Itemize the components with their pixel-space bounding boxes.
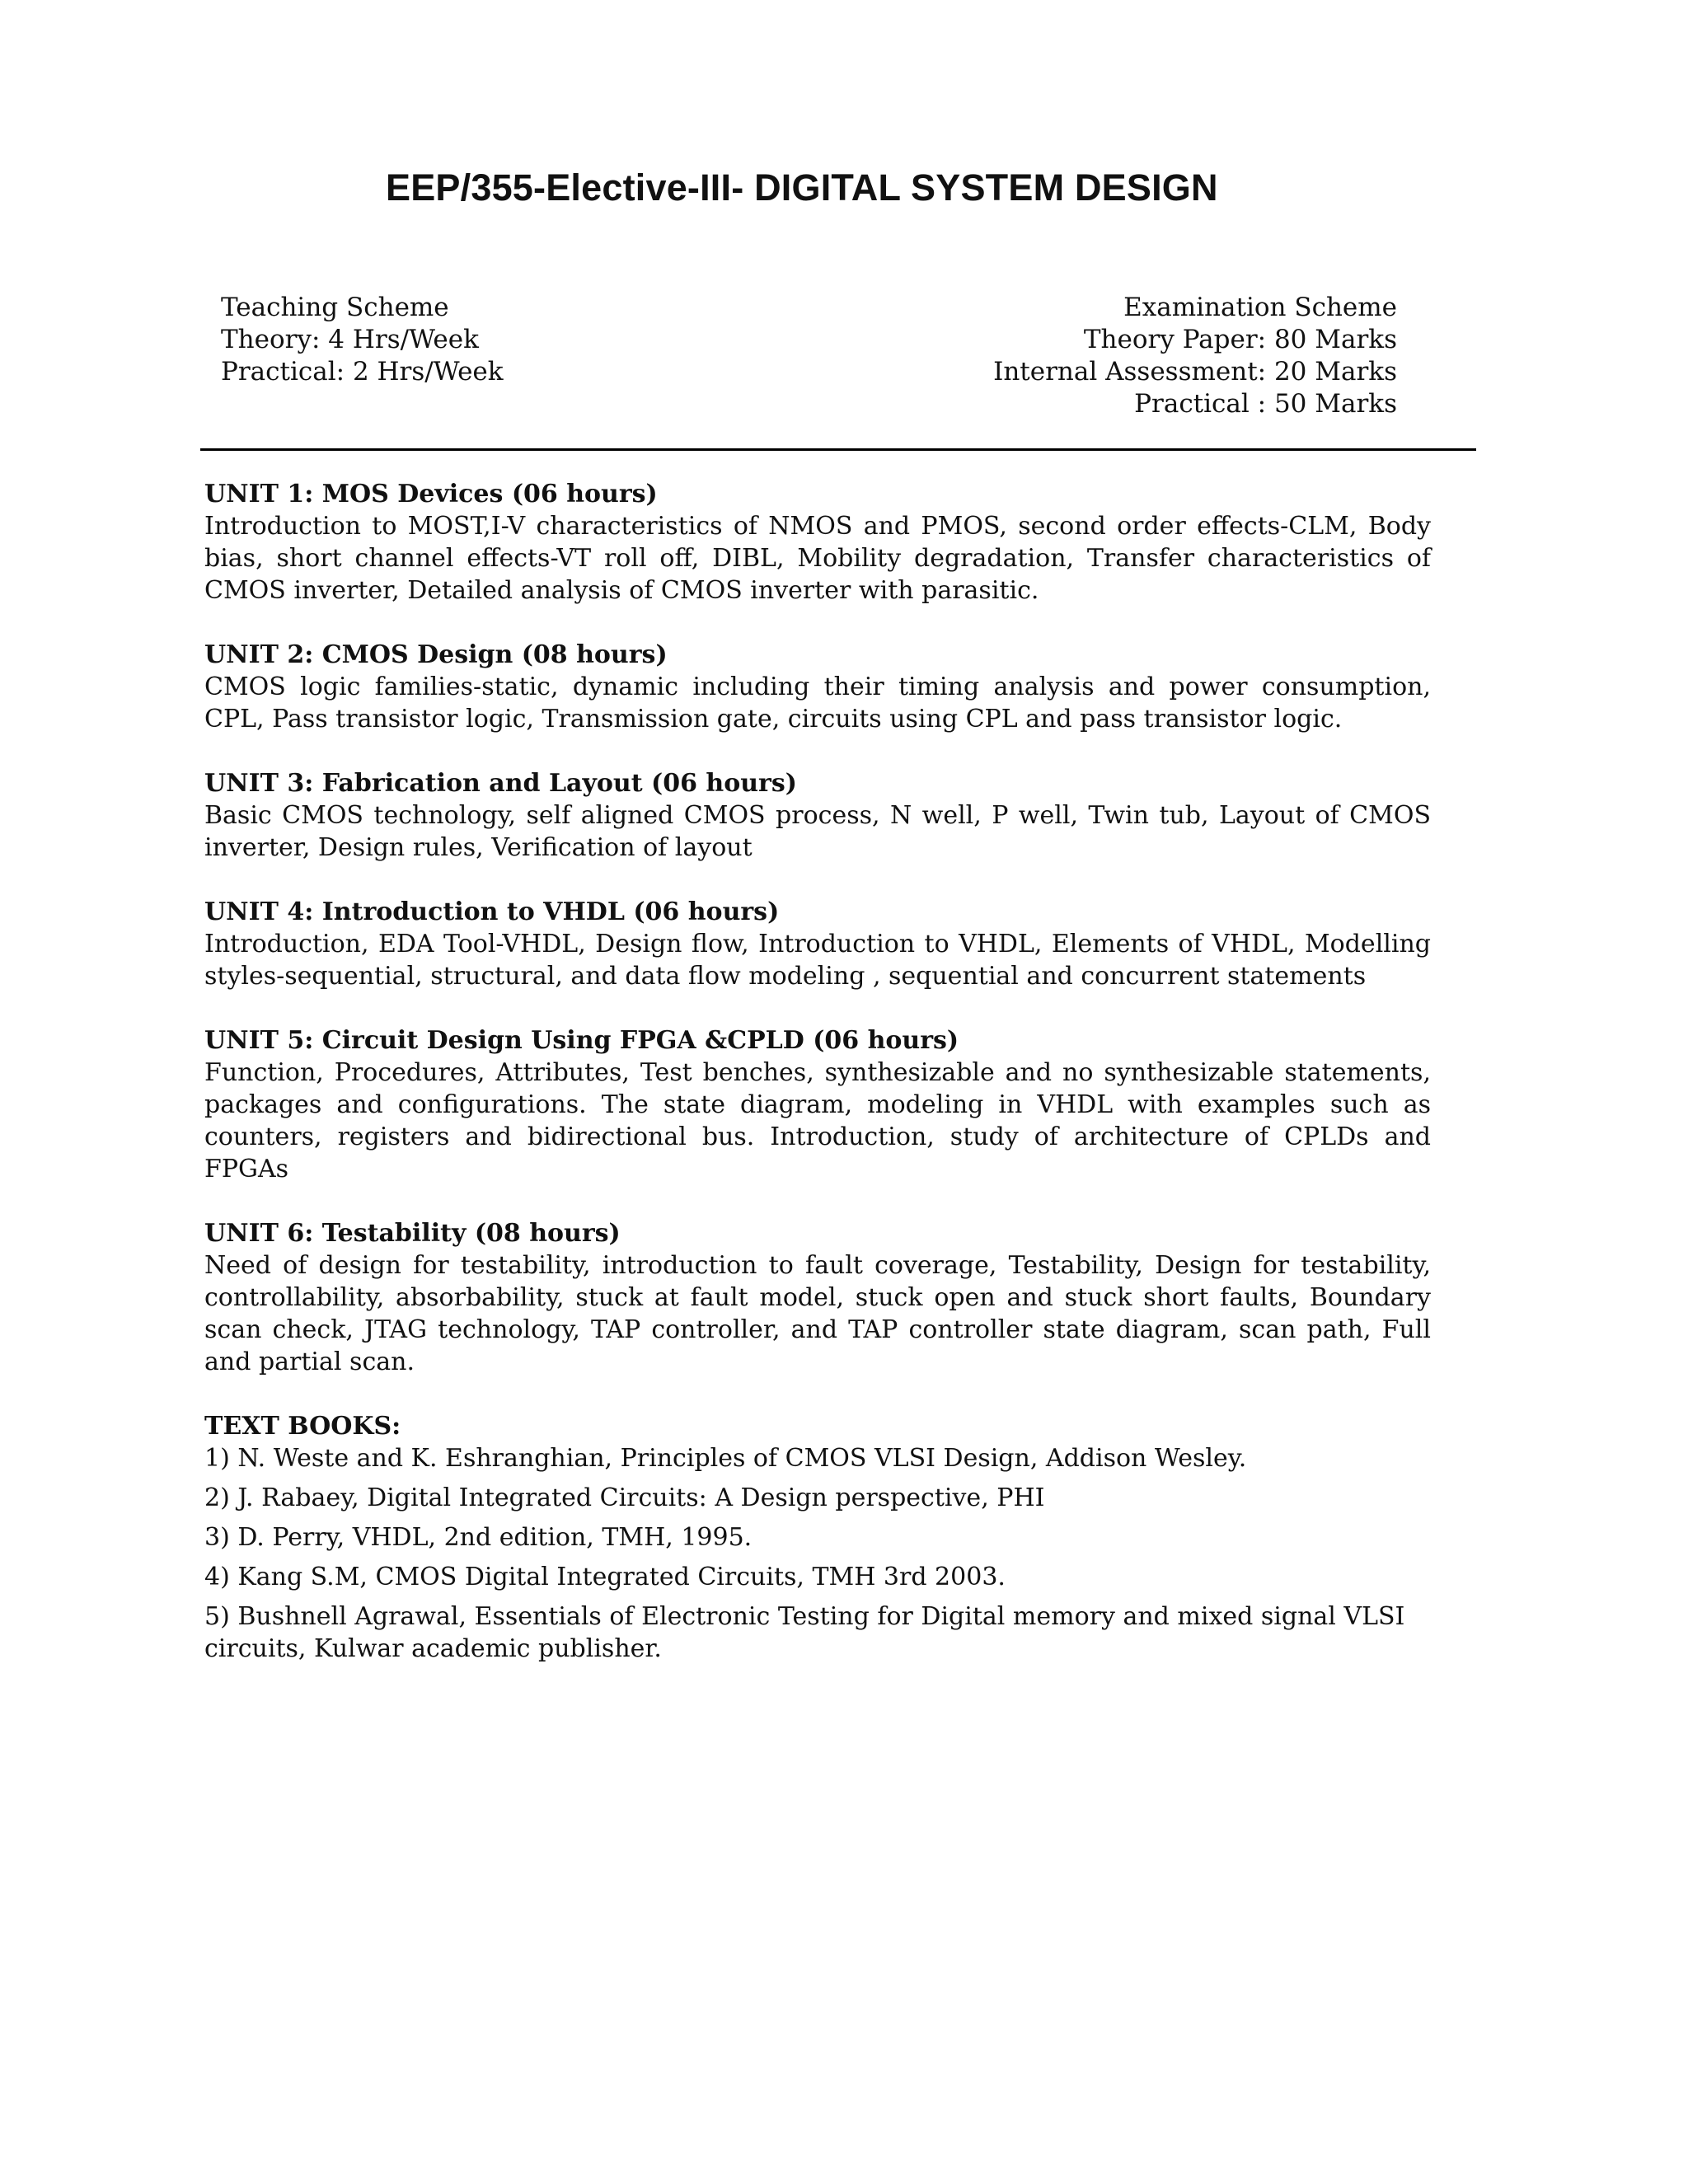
teaching-scheme-heading: Teaching Scheme <box>221 293 449 322</box>
syllabus-content <box>204 478 1431 1672</box>
unit-6 <box>204 1217 1431 1378</box>
unit-2 <box>204 639 1431 735</box>
unit-description: Basic CMOS technology, self aligned CMOS process, N well, P well, Twin tub, Layout of CMOS inverter, Design rules, Verification of layout <box>204 801 1431 862</box>
unit-5 <box>204 1024 1431 1185</box>
text-book-item: 3) D. Perry, VHDL, 2nd edition, TMH, 1995. <box>204 1523 753 1552</box>
unit-description: Introduction, EDA Tool-VHDL, Design flow, Introduction to VHDL, Elements of VHDL, Modelling styles-sequential, structural, and data flow modeling , sequential and concurrent statements <box>204 930 1431 991</box>
unit-heading: UNIT 5: Circuit Design Using FPGA &CPLD (06 hours) <box>204 1026 959 1055</box>
text-books-heading: TEXT BOOKS: <box>204 1412 401 1441</box>
unit-heading: UNIT 6: Testability (08 hours) <box>204 1219 621 1248</box>
examination-scheme-heading: Examination Scheme <box>1123 293 1397 322</box>
unit-description: Introduction to MOST,I-V characteristics of NMOS and PMOS, second order effects-CLM, Body bias, short channel effects-VT roll off, DIBL, Mobility degradation, Transfer characteristics of CMOS inverter, Detailed analysis of CMOS inverter with parasitic. <box>204 512 1431 605</box>
text-book-item: 2) J. Rabaey, Digital Integrated Circuits: A Design perspective, PHI <box>204 1483 1045 1512</box>
examination-internal-assessment: Internal Assessment: 20 Marks <box>993 357 1397 387</box>
teaching-scheme-theory: Theory: 4 Hrs/Week <box>221 325 479 354</box>
unit-heading: UNIT 4: Introduction to VHDL (06 hours) <box>204 898 780 926</box>
teaching-scheme-practical: Practical: 2 Hrs/Week <box>221 357 504 387</box>
unit-heading: UNIT 1: MOS Devices (06 hours) <box>204 480 658 509</box>
examination-theory-paper: Theory Paper: 80 Marks <box>1083 325 1397 354</box>
text-books-section <box>204 1410 1431 1665</box>
text-book-item: 5) Bushnell Agrawal, Essentials of Electronic Testing for Digital memory and mixed signal VLSI circuits, Kulwar academic publisher. <box>204 1602 1405 1663</box>
unit-1 <box>204 478 1431 607</box>
examination-scheme <box>993 292 1397 420</box>
text-book-item: 4) Kang S.M, CMOS Digital Integrated Circuits, TMH 3rd 2003. <box>204 1563 1006 1591</box>
horizontal-divider <box>200 448 1476 451</box>
examination-practical: Practical : 50 Marks <box>1134 389 1397 419</box>
unit-heading: UNIT 2: CMOS Design (08 hours) <box>204 640 668 669</box>
unit-description: CMOS logic families-static, dynamic including their timing analysis and power consumption, CPL, Pass transistor logic, Transmission gate, circuits using CPL and pass transistor logic. <box>204 673 1431 733</box>
page-title: EEP/355-Elective-III- DIGITAL SYSTEM DESIGN <box>386 166 1218 209</box>
unit-description: Need of design for testability, introduction to fault coverage, Testability, Design for testability, controllability, absorbability, stuck at fault model, stuck open and stuck short faults, Boundary scan check, JTAG technology, TAP controller, and TAP controller state diagram, scan path, Full and partial scan. <box>204 1251 1431 1376</box>
unit-4 <box>204 896 1431 992</box>
unit-description: Function, Procedures, Attributes, Test benches, synthesizable and no synthesizable statements, packages and configurations. The state diagram, modeling in VHDL with examples such as counters, registers and bidirectional bus. Introduction, study of architecture of CPLDs and FPGAs <box>204 1058 1431 1183</box>
unit-heading: UNIT 3: Fabrication and Layout (06 hours) <box>204 769 797 798</box>
teaching-scheme <box>221 292 504 388</box>
text-book-item: 1) N. Weste and K. Eshranghian, Principles of CMOS VLSI Design, Addison Wesley. <box>204 1444 1247 1473</box>
unit-3 <box>204 767 1431 864</box>
